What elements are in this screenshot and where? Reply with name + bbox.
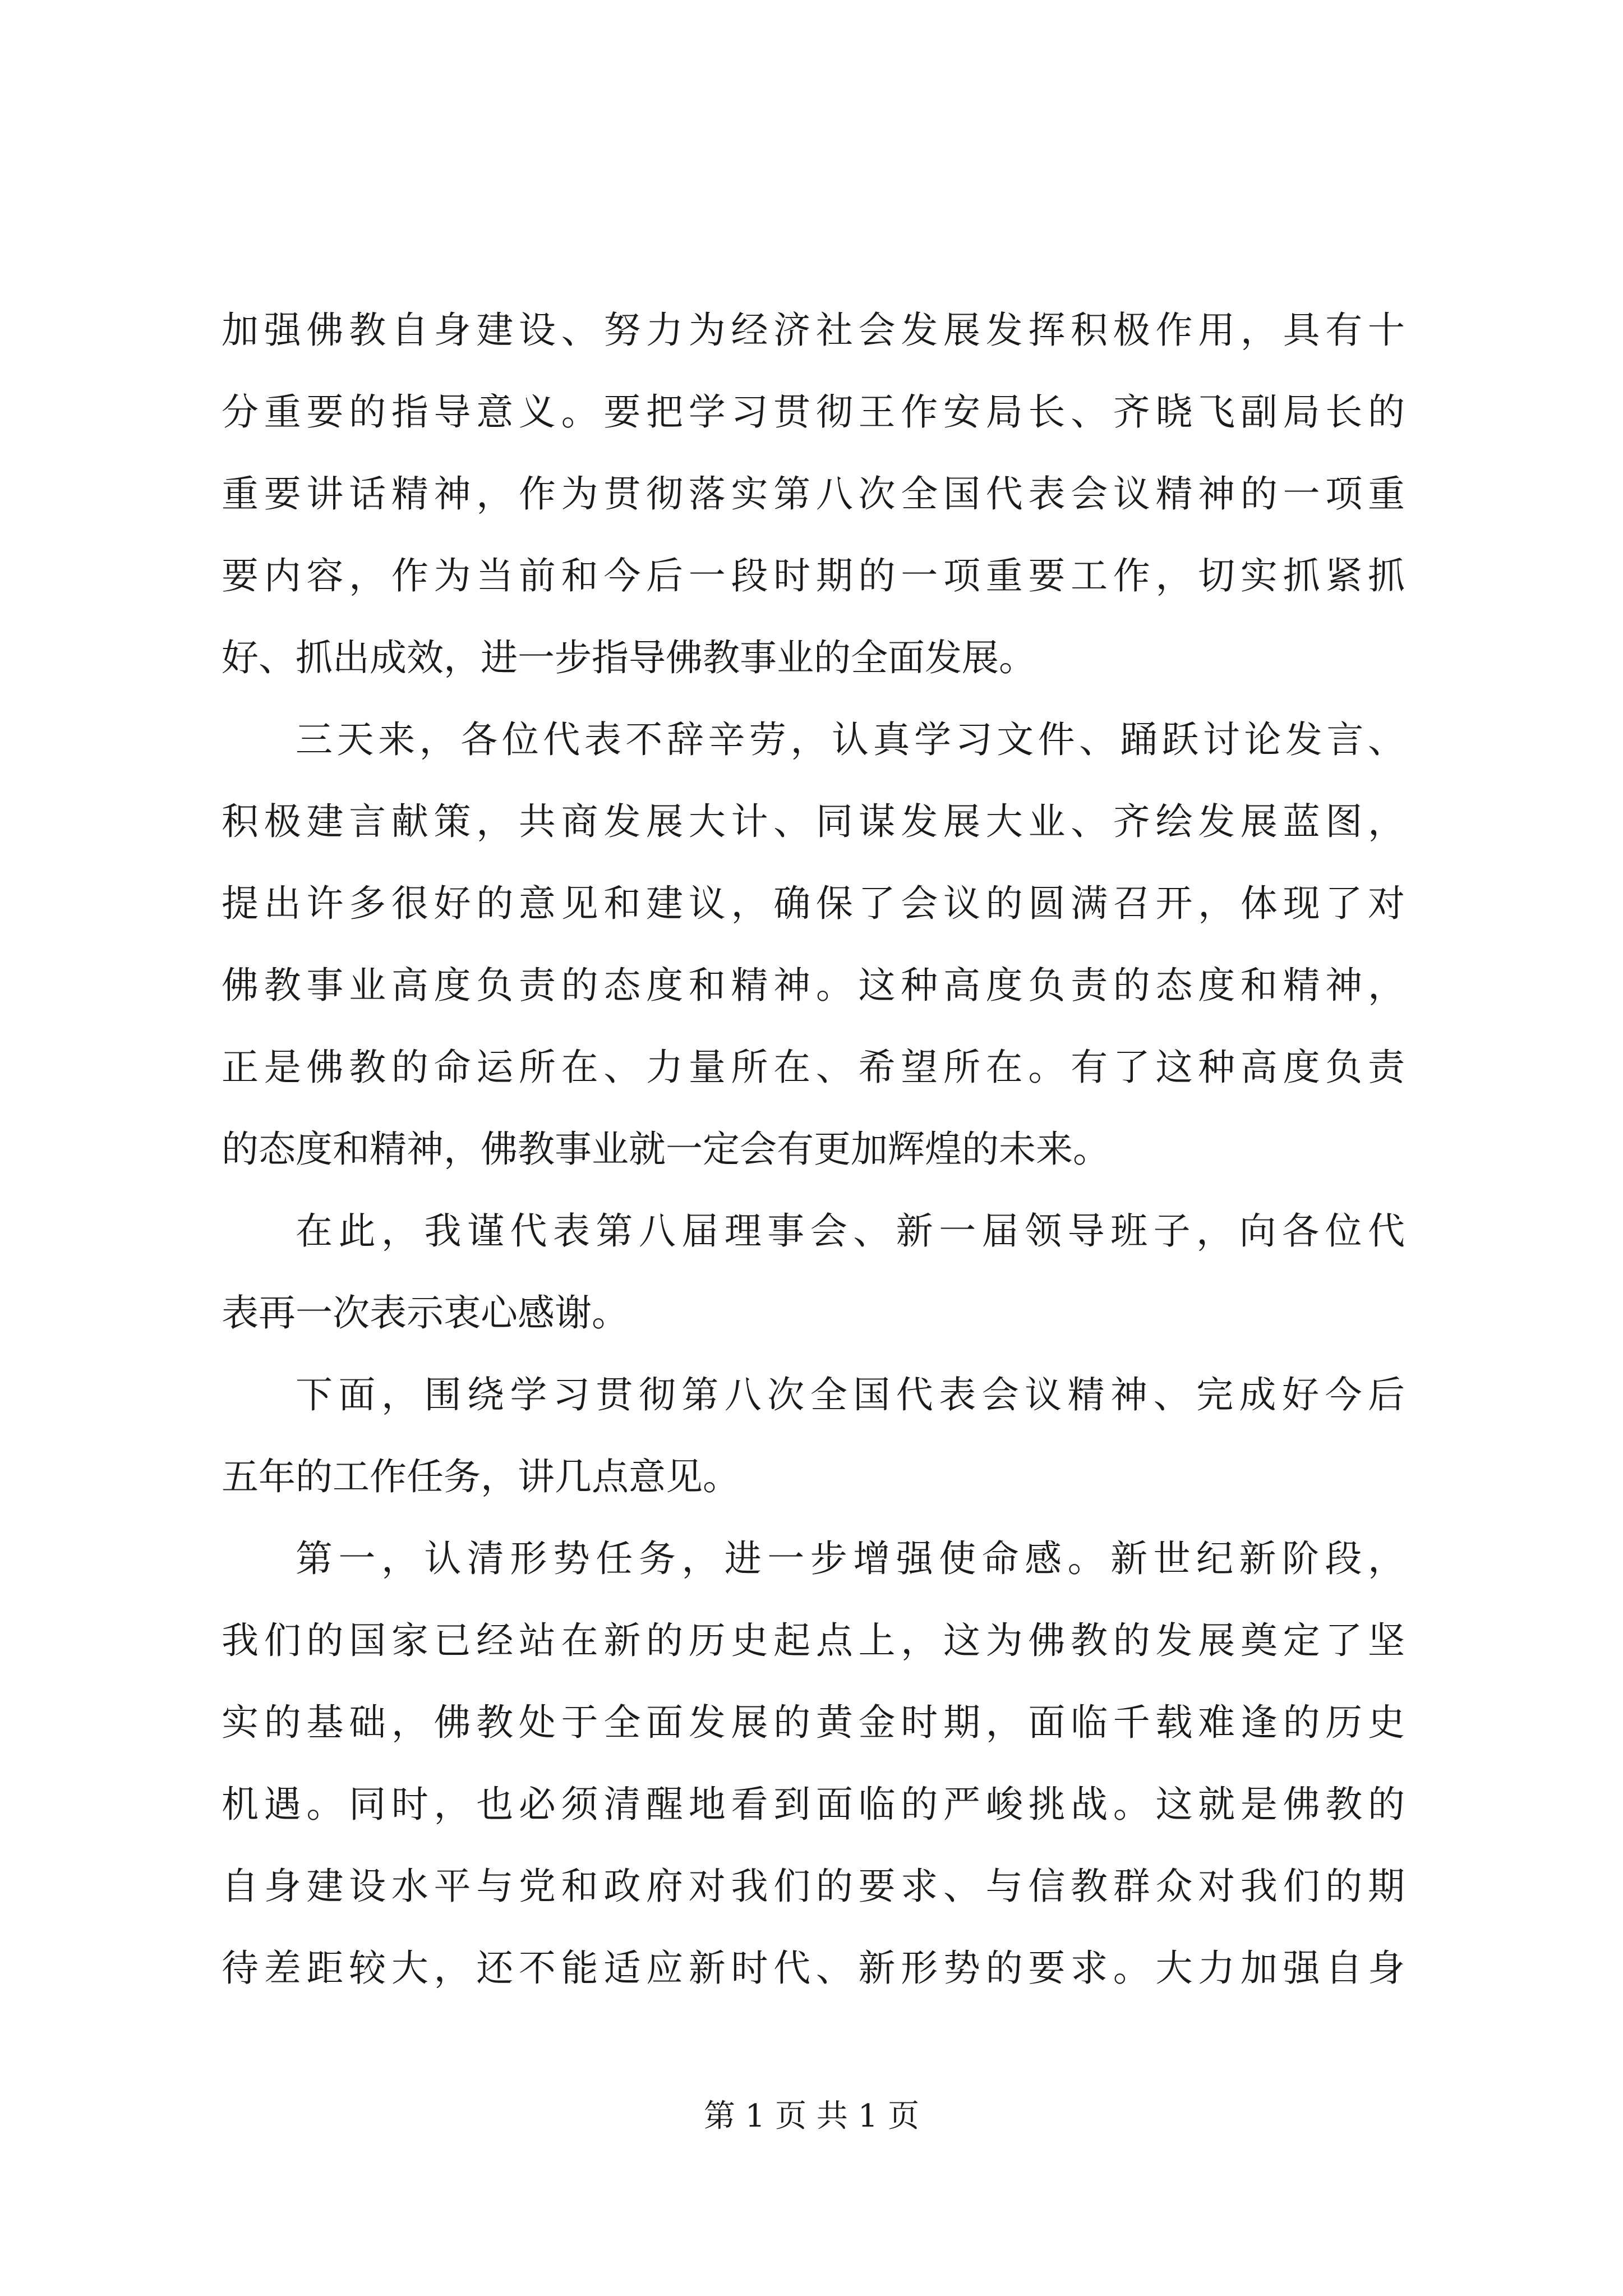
text-line: 要内容，作为当前和今后一段时期的一项重要工作，切实抓紧抓	[222, 554, 1405, 597]
text-line: 正是佛教的命运所在、力量所在、希望所在。有了这种高度负责	[222, 1046, 1405, 1089]
paragraph-first-line: 第一，认清形势任务，进一步增强使命感。新世纪新阶段，	[296, 1537, 1405, 1580]
text-line: 佛教事业高度负责的态度和精神。这种高度负责的态度和精神，	[222, 964, 1405, 1007]
text-line: 五年的工作任务，讲几点意见。	[222, 1455, 740, 1498]
text-line: 我们的国家已经站在新的历史起点上，这为佛教的发展奠定了坚	[222, 1619, 1405, 1662]
text-line: 重要讲话精神，作为贯彻落实第八次全国代表会议精神的一项重	[222, 472, 1405, 516]
paragraph-first-line: 三天来，各位代表不辞辛劳，认真学习文件、踊跃讨论发言、	[296, 718, 1405, 761]
paragraph-first-line: 下面，围绕学习贯彻第八次全国代表会议精神、完成好今后	[296, 1373, 1405, 1416]
text-line: 加强佛教自身建设、努力为经济社会发展发挥积极作用，具有十	[222, 309, 1405, 352]
text-line: 自身建设水平与党和政府对我们的要求、与信教群众对我们的期	[222, 1865, 1405, 1908]
text-line: 积极建言献策，共商发展大计、同谋发展大业、齐绘发展蓝图，	[222, 800, 1405, 843]
text-line: 实的基础，佛教处于全面发展的黄金时期，面临千载难逢的历史	[222, 1701, 1405, 1744]
text-line: 待差距较大，还不能适应新时代、新形势的要求。大力加强自身	[222, 1947, 1405, 1990]
text-line: 提出许多很好的意见和建议，确保了会议的圆满召开，体现了对	[222, 882, 1405, 925]
text-line: 好、抓出成效，进一步指导佛教事业的全面发展。	[222, 636, 1036, 679]
page-footer: 第 1 页 共 1 页	[703, 2098, 920, 2134]
text-line: 的态度和精神，佛教事业就一定会有更加辉煌的未来。	[222, 1128, 1110, 1171]
text-line: 表再一次表示衷心感谢。	[222, 1291, 629, 1335]
paragraph-first-line: 在此，我谨代表第八届理事会、新一届领导班子，向各位代	[296, 1209, 1405, 1253]
text-line: 机遇。同时，也必须清醒地看到面临的严峻挑战。这就是佛教的	[222, 1783, 1405, 1826]
text-line: 分重要的指导意义。要把学习贯彻王作安局长、齐晓飞副局长的	[222, 390, 1405, 434]
